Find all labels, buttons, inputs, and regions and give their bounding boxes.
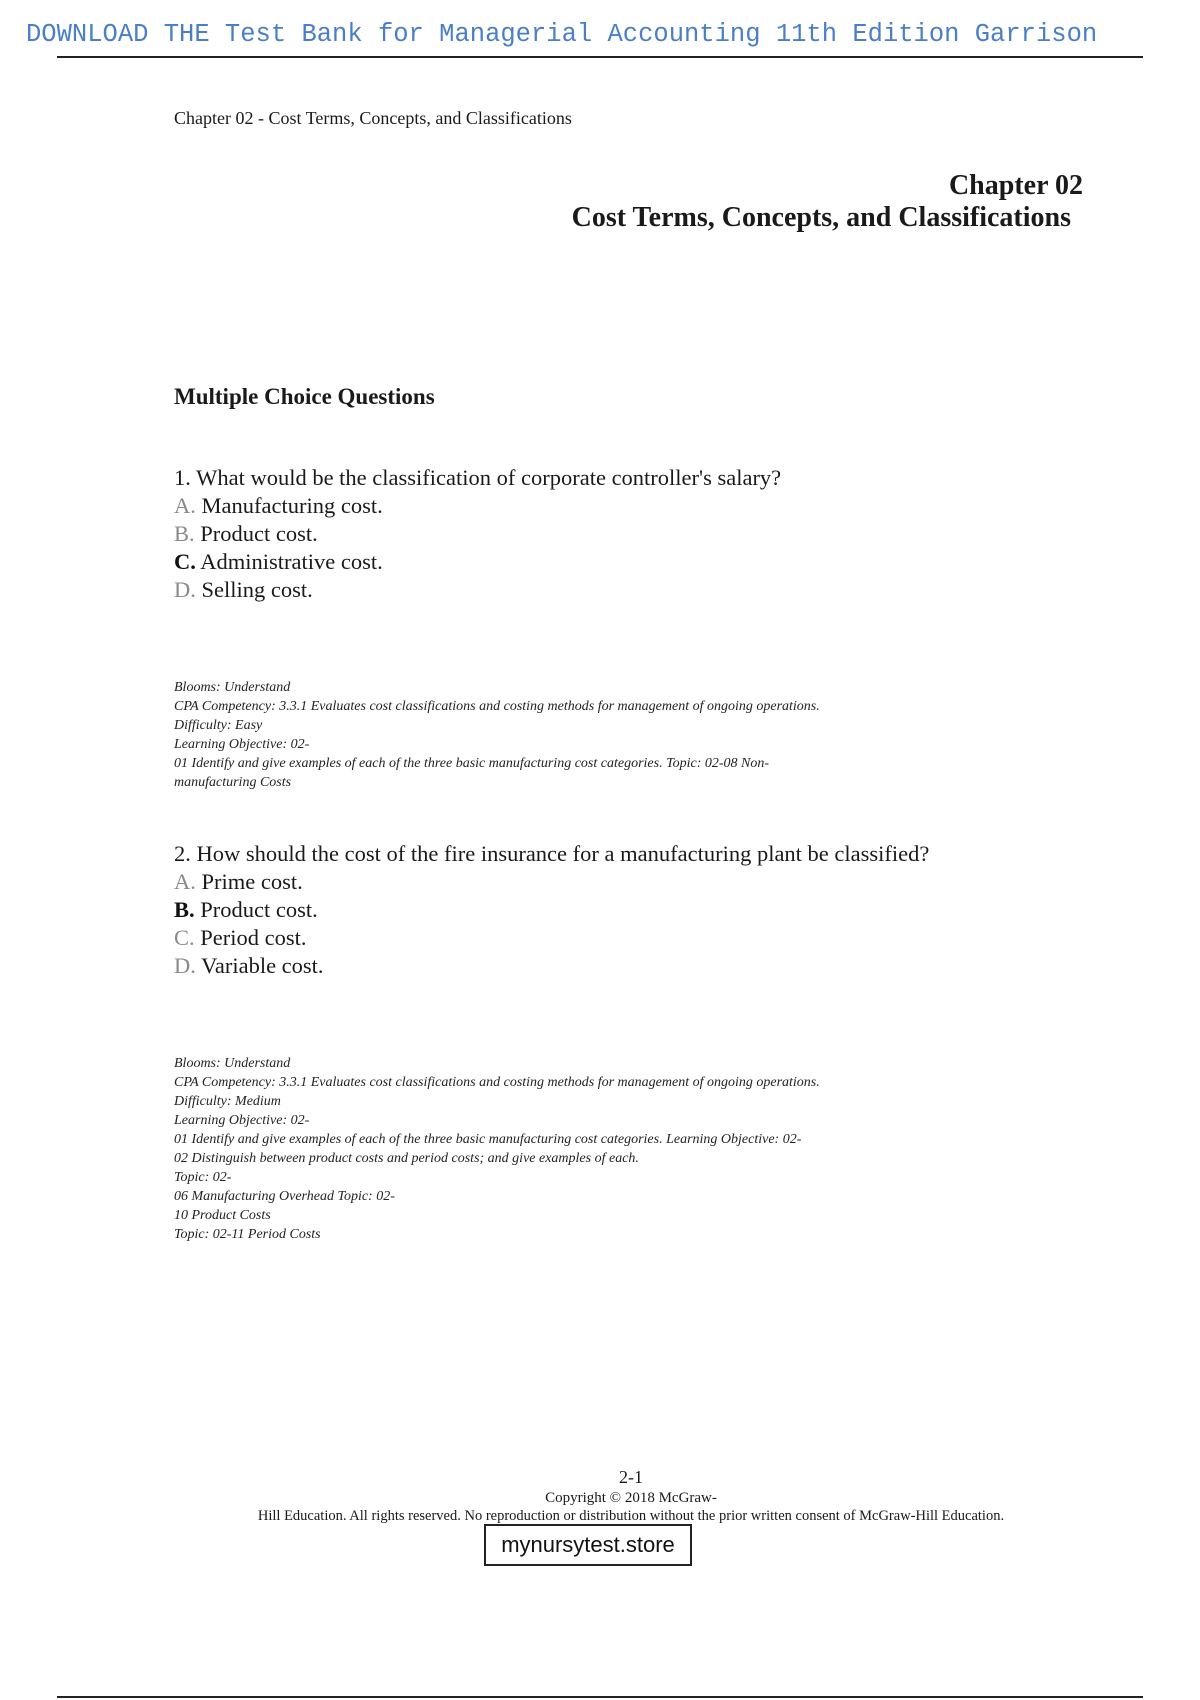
meta-line: 01 Identify and give examples of each of the three basic manufacturing cost categories. Topic: 02-08 Non- (174, 756, 770, 771)
meta-line: 10 Product Costs (174, 1208, 271, 1223)
meta-line: Blooms: Understand (174, 1056, 291, 1071)
option-text: Prime cost. (195, 869, 303, 894)
chapter-number: Chapter 02 (948, 170, 1083, 201)
option-b-correct (174, 896, 1074, 924)
question-stem: 1. What would be the classification of corporate controller's salary? (174, 465, 782, 490)
meta-line: 06 Manufacturing Overhead Topic: 02- (174, 1189, 395, 1204)
option-d (174, 952, 1074, 980)
question-1 (174, 464, 1074, 604)
meta-line: 01 Identify and give examples of each of the three basic manufacturing cost categories. Learning Objective: 02- (174, 1132, 802, 1147)
chapter-title: Cost Terms, Concepts, and Classifications (571, 202, 1071, 233)
copyright-line-2: Hill Education. All rights reserved. No reproduction or distribution without the prior written consent of McGraw-Hill Education. (257, 1508, 1005, 1524)
meta-line: manufacturing Costs (174, 775, 292, 790)
option-text: Manufacturing cost. (195, 493, 383, 518)
question-1-metadata (174, 678, 820, 792)
question-2 (174, 840, 1074, 980)
meta-line: CPA Competency: 3.3.1 Evaluates cost classifications and costing methods for management of ongoing operations. (174, 699, 820, 714)
option-letter: B. (174, 521, 195, 546)
option-text: Period cost. (194, 925, 307, 950)
option-letter: B. (174, 897, 195, 922)
meta-line: Difficulty: Easy (174, 718, 263, 733)
option-letter: A. (174, 869, 196, 894)
option-letter: C. (174, 549, 196, 574)
option-letter: D. (174, 953, 196, 978)
meta-line: CPA Competency: 3.3.1 Evaluates cost classifications and costing methods for management of ongoing operations. (174, 1075, 820, 1090)
option-c (174, 924, 1074, 952)
option-d (174, 576, 1074, 604)
meta-line: Topic: 02- (174, 1170, 232, 1185)
meta-line: Blooms: Understand (174, 680, 291, 695)
question-2-metadata (174, 1054, 820, 1244)
option-b (174, 520, 1074, 548)
top-divider (57, 56, 1143, 58)
meta-line: 02 Distinguish between product costs and period costs; and give examples of each. (174, 1151, 639, 1166)
meta-line: Difficulty: Medium (174, 1094, 281, 1109)
option-letter: C. (174, 925, 195, 950)
option-text: Selling cost. (195, 577, 313, 602)
question-stem: 2. How should the cost of the fire insurance for a manufacturing plant be classified? (174, 841, 930, 866)
option-a (174, 868, 1074, 896)
option-letter: D. (174, 577, 196, 602)
option-text: Variable cost. (195, 953, 324, 978)
page-number: 2-1 (619, 1467, 643, 1487)
section-heading: Multiple Choice Questions (174, 384, 435, 409)
option-text: Product cost. (194, 897, 318, 922)
option-text: Administrative cost. (195, 549, 383, 574)
option-text: Product cost. (194, 521, 318, 546)
meta-line: Learning Objective: 02- (174, 1113, 310, 1128)
meta-line: Topic: 02-11 Period Costs (174, 1227, 321, 1242)
bottom-divider (57, 1696, 1143, 1698)
running-head: Chapter 02 - Cost Terms, Concepts, and Classifications (174, 108, 572, 128)
download-banner-link[interactable]: DOWNLOAD THE Test Bank for Managerial Accounting 11th Edition Garrison (26, 20, 1098, 49)
option-c-correct (174, 548, 1074, 576)
option-a (174, 492, 1074, 520)
meta-line: Learning Objective: 02- (174, 737, 310, 752)
option-letter: A. (174, 493, 196, 518)
copyright-line-1: Copyright © 2018 McGraw- (545, 1490, 717, 1506)
store-watermark-box[interactable]: mynursytest.store (484, 1524, 692, 1566)
